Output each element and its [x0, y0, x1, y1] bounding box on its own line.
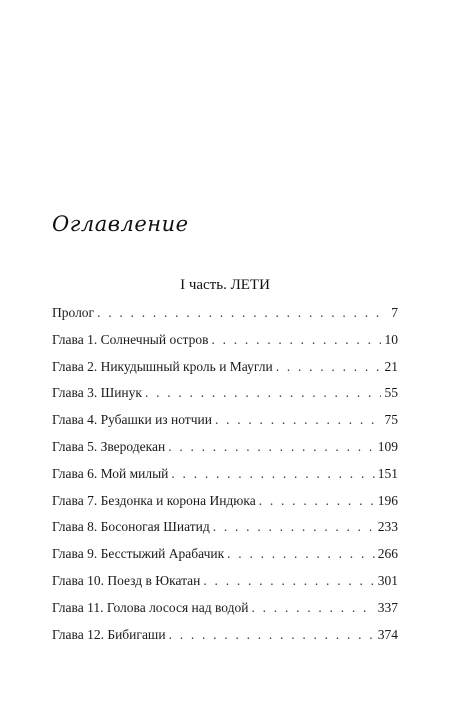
- toc-entry-label: Глава 7. Бездонка и корона Индюка: [52, 492, 256, 508]
- toc-entry-page: 337: [377, 599, 398, 615]
- toc-leader-dots: [276, 358, 381, 376]
- toc-entry-label: Глава 8. Босоногая Шиатид: [52, 519, 210, 535]
- toc-leader-dots: [227, 545, 375, 563]
- toc-leader-dots: [168, 438, 375, 456]
- toc-entry-label: Пролог: [52, 305, 95, 320]
- toc-title: Оглавление: [52, 212, 189, 236]
- toc-entry-label: Глава 6. Мой милый: [52, 465, 169, 481]
- toc-entry-page: 301: [377, 572, 398, 588]
- toc-entry: [52, 599, 398, 626]
- toc-entry-label: Глава 2. Никудышный кроль и Маугли: [52, 358, 273, 374]
- toc-entry-page: 233: [377, 519, 398, 535]
- toc-entry: [52, 518, 398, 545]
- toc-entry-label: Глава 12. Бибигаши: [52, 626, 166, 642]
- toc-entry-label: Глава 11. Голова лосося над водой: [52, 599, 249, 615]
- toc-entry-label: Глава 1. Солнечный остров: [52, 331, 209, 347]
- toc-leader-dots: [97, 304, 381, 322]
- toc-entry: [52, 411, 398, 438]
- toc-entry-page: 151: [377, 465, 398, 481]
- toc-entry: [52, 465, 398, 492]
- toc-entry-page: 196: [377, 492, 398, 508]
- part-heading: I часть. ЛЕТИ: [180, 277, 270, 293]
- toc-leader-dots: [211, 331, 381, 349]
- toc-entry-page: 109: [377, 438, 398, 454]
- toc-entry-page: 7: [391, 305, 398, 320]
- toc-entry-label: Глава 3. Шинук: [52, 385, 142, 401]
- toc-list: [52, 304, 398, 652]
- toc-leader-dots: [252, 599, 375, 617]
- toc-entry-page: 374: [377, 626, 398, 642]
- toc-entry-page: 21: [384, 358, 398, 374]
- toc-leader-dots: [145, 384, 381, 402]
- toc-entry: [52, 331, 398, 358]
- toc-leader-dots: [215, 411, 381, 429]
- toc-leader-dots: [169, 626, 375, 644]
- toc-entry: [52, 545, 398, 572]
- toc-entry-label: Глава 5. Зверодекан: [52, 438, 166, 454]
- toc-entry: [52, 626, 398, 653]
- toc-leader-dots: [259, 492, 375, 510]
- toc-leader-dots: [171, 465, 374, 483]
- toc-leader-dots: [213, 518, 375, 536]
- toc-entry-label: Глава 10. Поезд в Юкатан: [52, 572, 201, 588]
- toc-entry: [52, 358, 398, 385]
- toc-entry-label: Глава 4. Рубашки из нотчии: [52, 412, 212, 428]
- toc-entry: [52, 438, 398, 465]
- toc-leader-dots: [203, 572, 374, 590]
- toc-entry-page: 10: [384, 331, 398, 347]
- toc-entry: [52, 304, 398, 331]
- toc-entry: [52, 572, 398, 599]
- toc-entry: [52, 384, 398, 411]
- toc-entry-page: 75: [384, 412, 398, 428]
- toc-entry-label: Глава 9. Бесстыжий Арабачик: [52, 546, 225, 562]
- toc-entry: [52, 492, 398, 519]
- toc-entry-page: 266: [377, 546, 398, 562]
- toc-entry-page: 55: [384, 385, 398, 401]
